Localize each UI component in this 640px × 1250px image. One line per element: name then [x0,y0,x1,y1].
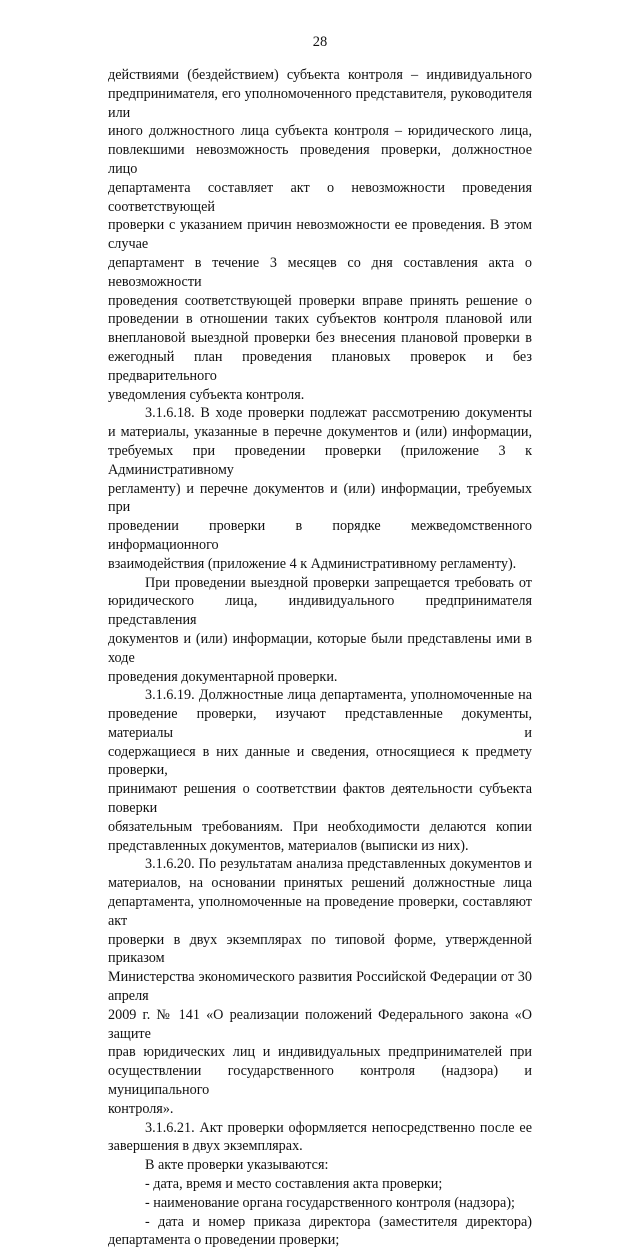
text-line: юридического лица, индивидуального предпринимателя представления [108,593,532,629]
text-line: иного должностного лица субъекта контроля – юридического лица, [108,123,532,140]
text-line: 3.1.6.19. Должностные лица департамента, уполномоченные на [145,687,532,704]
text-line: В акте проверки указываются: [145,1157,329,1174]
text-line: повлекшими невозможность проведения проверки, должностное лицо [108,142,532,177]
text-line: материалов, на основании принятых решений должностные лица [108,875,532,892]
paragraph-p-3-1-6-21 [108,1119,532,1157]
text-line: представленных документов, материалов (выписки из них). [108,837,469,854]
paragraph-p-item-authority [108,1194,532,1213]
paragraph-p-3-1-6-18 [108,404,532,573]
paragraph-p-prohibition [108,574,532,687]
text-line: документов и (или) информации, которые были представлены ими в ходе [108,630,532,666]
text-line: контроля». [108,1100,174,1117]
paragraph-p-item-order [108,1213,532,1250]
page-number: 28 [312,34,328,50]
text-line: взаимодействия (приложение 4 к Административному регламенту). [108,555,517,572]
text-line: принимают решения о соответствии фактов деятельности субъекта поверки [108,781,532,817]
text-line: прав юридических лиц и индивидуальных предпринимателей при [108,1044,532,1061]
text-line: 3.1.6.18. В ходе проверки подлежат рассмотрению документы [145,405,532,422]
text-line: регламенту) и перечне документов и (или) информации, требуемых при [108,480,532,516]
text-line: - дата, время и место составления акта проверки; [145,1176,443,1193]
text-line: завершения в двух экземплярах. [108,1138,303,1155]
text-line: и материалы, указанные в перечне документов и (или) информации, [108,424,532,441]
text-line: департамента составляет акт о невозможности проведения соответствующей [108,179,532,215]
document-body [108,66,532,1250]
text-line: При проведении выездной проверки запрещается требовать от [145,574,532,591]
text-line: департамента о проведении проверки; [108,1232,340,1249]
text-line: проведение проверки, изучают представленные документы, материалы и [108,706,532,741]
text-line: требуемых при проведении проверки (приложение 3 к Административному [108,442,532,478]
text-line: уведомления субъекта контроля. [108,386,305,403]
text-line: внеплановой выездной проверки без внесения плановой проверки в [108,330,532,347]
text-line: - дата и номер приказа директора (заместителя директора) [145,1213,532,1230]
text-line: департамент в течение 3 месяцев со дня составления акта о невозможности [108,254,532,290]
paragraph-p-3-1-6-19 [108,686,532,855]
paragraph-p-item-date [108,1175,532,1194]
text-line: осуществлении государственного контроля (надзора) и муниципального [108,1063,532,1099]
text-line: ежегодный план проведения плановых проверок и без предварительного [108,348,532,384]
text-line: Министерства экономического развития Российской Федерации от 30 апреля [108,969,532,1005]
text-line: проверки в двух экземплярах по типовой форме, утвержденной приказом [108,931,532,967]
text-line: предпринимателя, его уполномоченного представителя, руководителя или [108,85,532,121]
paragraph-p-act-contents [108,1156,532,1175]
text-line: обязательным требованиям. При необходимости делаются копии [108,818,532,835]
text-line: проведения соответствующей проверки вправе принять решение о [108,292,532,309]
text-line: - наименование органа государственного контроля (надзора); [145,1194,515,1211]
text-line: проведения документарной проверки. [108,668,338,685]
text-line: 3.1.6.20. По результатам анализа представленных документов и [145,856,532,873]
text-line: проведении проверки в порядке межведомственного информационного [108,518,532,553]
text-line: действиями (бездействием) субъекта контроля – индивидуального [108,67,532,83]
text-line: проверки с указанием причин невозможности ее проведения. В этом случае [108,217,532,253]
text-line: проведении в отношении таких субъектов контроля плановой или [108,311,532,328]
text-line: 2009 г. № 141 «О реализации положений Федерального закона «О защите [108,1006,532,1042]
paragraph-p-continuation [108,66,532,404]
text-line: департамента, уполномоченные на проведение проверки, составляют акт [108,894,532,929]
text-line: 3.1.6.21. Акт проверки оформляется непосредственно после ее [145,1119,532,1136]
text-line: содержащиеся в них данные и сведения, относящиеся к предмету проверки, [108,743,532,779]
paragraph-p-3-1-6-20 [108,855,532,1118]
